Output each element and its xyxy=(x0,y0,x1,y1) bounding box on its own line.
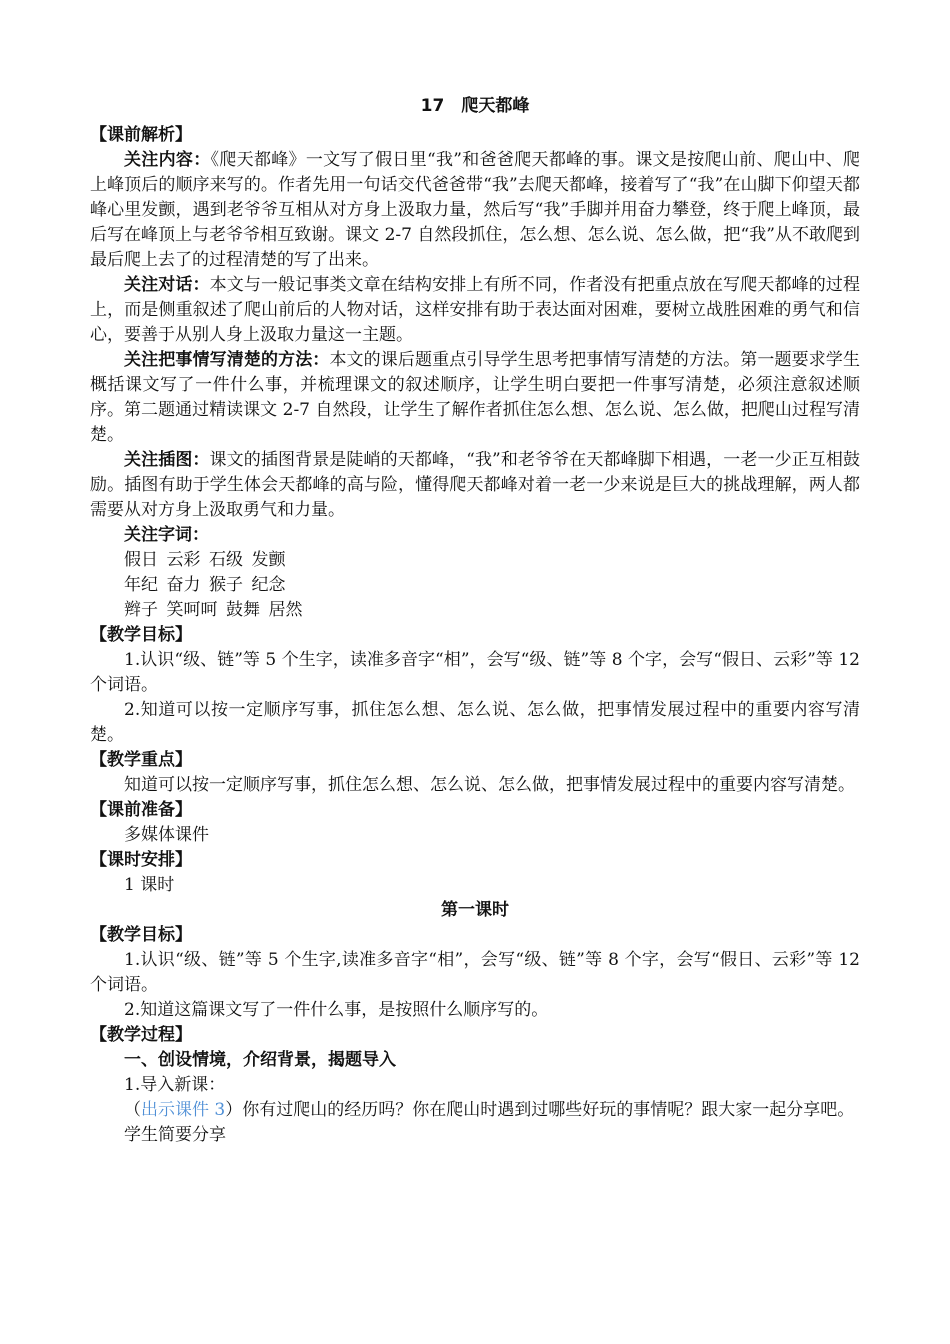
goal-1: 1.认识“级、链”等 5 个生字，读准多音字“相”，会写“级、链”等 8 个字，会写“假日、云彩”等 12 个词语。 xyxy=(90,650,860,695)
analysis-dialogue-lead: 关注对话： xyxy=(124,275,210,295)
lesson1-goal-2: 2.知道这篇课文写了一件什么事，是按照什么顺序写的。 xyxy=(124,1000,549,1020)
analysis-illustration-text: 课文的插图背景是陡峭的天都峰，“我”和老爷爷在天都峰脚下相遇，一老一少正互相鼓励。插图有助于学生体会天都峰的高与险，懂得爬天都峰对着一老一少来说是巨大的挑战理解，两人都需要从对方身上汲取勇气和力量。 xyxy=(90,450,861,520)
word: 年纪 xyxy=(124,575,158,595)
section-schedule: 【课时安排】 xyxy=(90,850,192,870)
word: 猴子 xyxy=(209,575,243,595)
word: 纪念 xyxy=(251,575,286,595)
word: 石级 xyxy=(209,550,243,570)
process-share: 学生简要分享 xyxy=(124,1125,226,1145)
process-step-1: 一、创设情境，介绍背景，揭题导入 xyxy=(124,1050,396,1070)
analysis-method-paragraph xyxy=(90,348,860,448)
open-paren: （ xyxy=(124,1100,141,1120)
key-points-text: 知道可以按一定顺序写事，抓住怎么想、怎么说、怎么做，把事情发展过程中的重要内容写清楚。 xyxy=(124,775,855,795)
analysis-words-lead: 关注字词： xyxy=(124,525,209,545)
section-prep: 【课前准备】 xyxy=(90,800,192,820)
lesson-title: 17 爬天都峰 xyxy=(420,96,530,116)
lesson1-heading: 第一课时 xyxy=(441,900,509,920)
words-row-2 xyxy=(90,573,860,598)
word: 假日 xyxy=(124,550,158,570)
section-process: 【教学过程】 xyxy=(90,1025,192,1045)
process-question: ）你有过爬山的经历吗？你在爬山时遇到过哪些好玩的事情呢？跟大家一起分享吧。 xyxy=(225,1100,855,1120)
analysis-illustration-lead: 关注插图： xyxy=(124,450,210,470)
process-question-paragraph xyxy=(90,1098,860,1123)
analysis-content-lead: 关注内容： xyxy=(124,150,211,170)
lesson1-goal-1: 1.认识“级、链”等 5 个生字,读准多音字“相”，会写“级、链”等 8 个字，会写“假日、云彩”等 12 个词语。 xyxy=(90,950,860,995)
analysis-content-paragraph xyxy=(90,148,860,273)
analysis-dialogue-text: 本文与一般记事类文章在结构安排上有所不同，作者没有把重点放在写爬天都峰的过程上，而是侧重叙述了爬山前后的人物对话，这样安排有助于表达面对困难，要树立战胜困难的勇气和信心，要善于从别人身上汲取力量这一主题。 xyxy=(90,275,861,345)
words-row-1 xyxy=(90,548,860,573)
word: 辫子 xyxy=(124,600,158,620)
word: 笑呵呵 xyxy=(166,600,218,620)
schedule-text: 1 课时 xyxy=(124,875,175,895)
analysis-method-text: 本文的课后题重点引导学生思考把事情写清楚的方法。第一题要求学生概括课文写了一件什么事，并梳理课文的叙述顺序，让学生明白要把一件事写清楚，必须注意叙述顺序。第二题通过精读课文 2-7 自然段，让学生了解作者抓住怎么想、怎么说、怎么做，把爬山过程写清楚。 xyxy=(90,350,861,445)
words-row-3 xyxy=(90,598,860,623)
analysis-content-text: 《爬天都峰》一文写了假日里“我”和爸爸爬天都峰的事。课文是按爬山前、爬山中、爬上峰顶后的顺序来写的。作者先用一句话交代爸爸带“我”去爬天都峰，接着写了“我”在山脚下仰望天都峰心里发颤，遇到老爷爷互相从对方身上汲取力量，然后写“我”手脚并用奋力攀登，终于爬上峰顶，最后写在峰顶上与老爷爷相互致谢。课文 2-7 自然段抓住，怎么想、怎么说、怎么做，把“我”从不敢爬到最后爬上去了的过程清楚的写了出来。 xyxy=(90,150,860,270)
prep-text: 多媒体课件 xyxy=(124,825,209,845)
word: 奋力 xyxy=(166,575,201,595)
goal-2: 2.知道可以按一定顺序写事，抓住怎么想、怎么说、怎么做，把事情发展过程中的重要内容写清楚。 xyxy=(90,700,860,745)
analysis-illustration-paragraph xyxy=(90,448,860,523)
word: 发颤 xyxy=(251,550,286,570)
courseware-link[interactable]: 出示课件 3 xyxy=(141,1100,226,1120)
analysis-dialogue-paragraph xyxy=(90,273,860,348)
section-key-points: 【教学重点】 xyxy=(90,750,192,770)
word: 居然 xyxy=(268,600,303,620)
analysis-method-lead: 关注把事情写清楚的方法： xyxy=(124,350,330,370)
section-lesson1-goals: 【教学目标】 xyxy=(90,925,192,945)
process-item-1: 1.导入新课： xyxy=(124,1075,226,1095)
section-pre-analysis: 【课前解析】 xyxy=(90,125,192,145)
word: 鼓舞 xyxy=(226,600,260,620)
section-goals: 【教学目标】 xyxy=(90,625,192,645)
word: 云彩 xyxy=(166,550,201,570)
